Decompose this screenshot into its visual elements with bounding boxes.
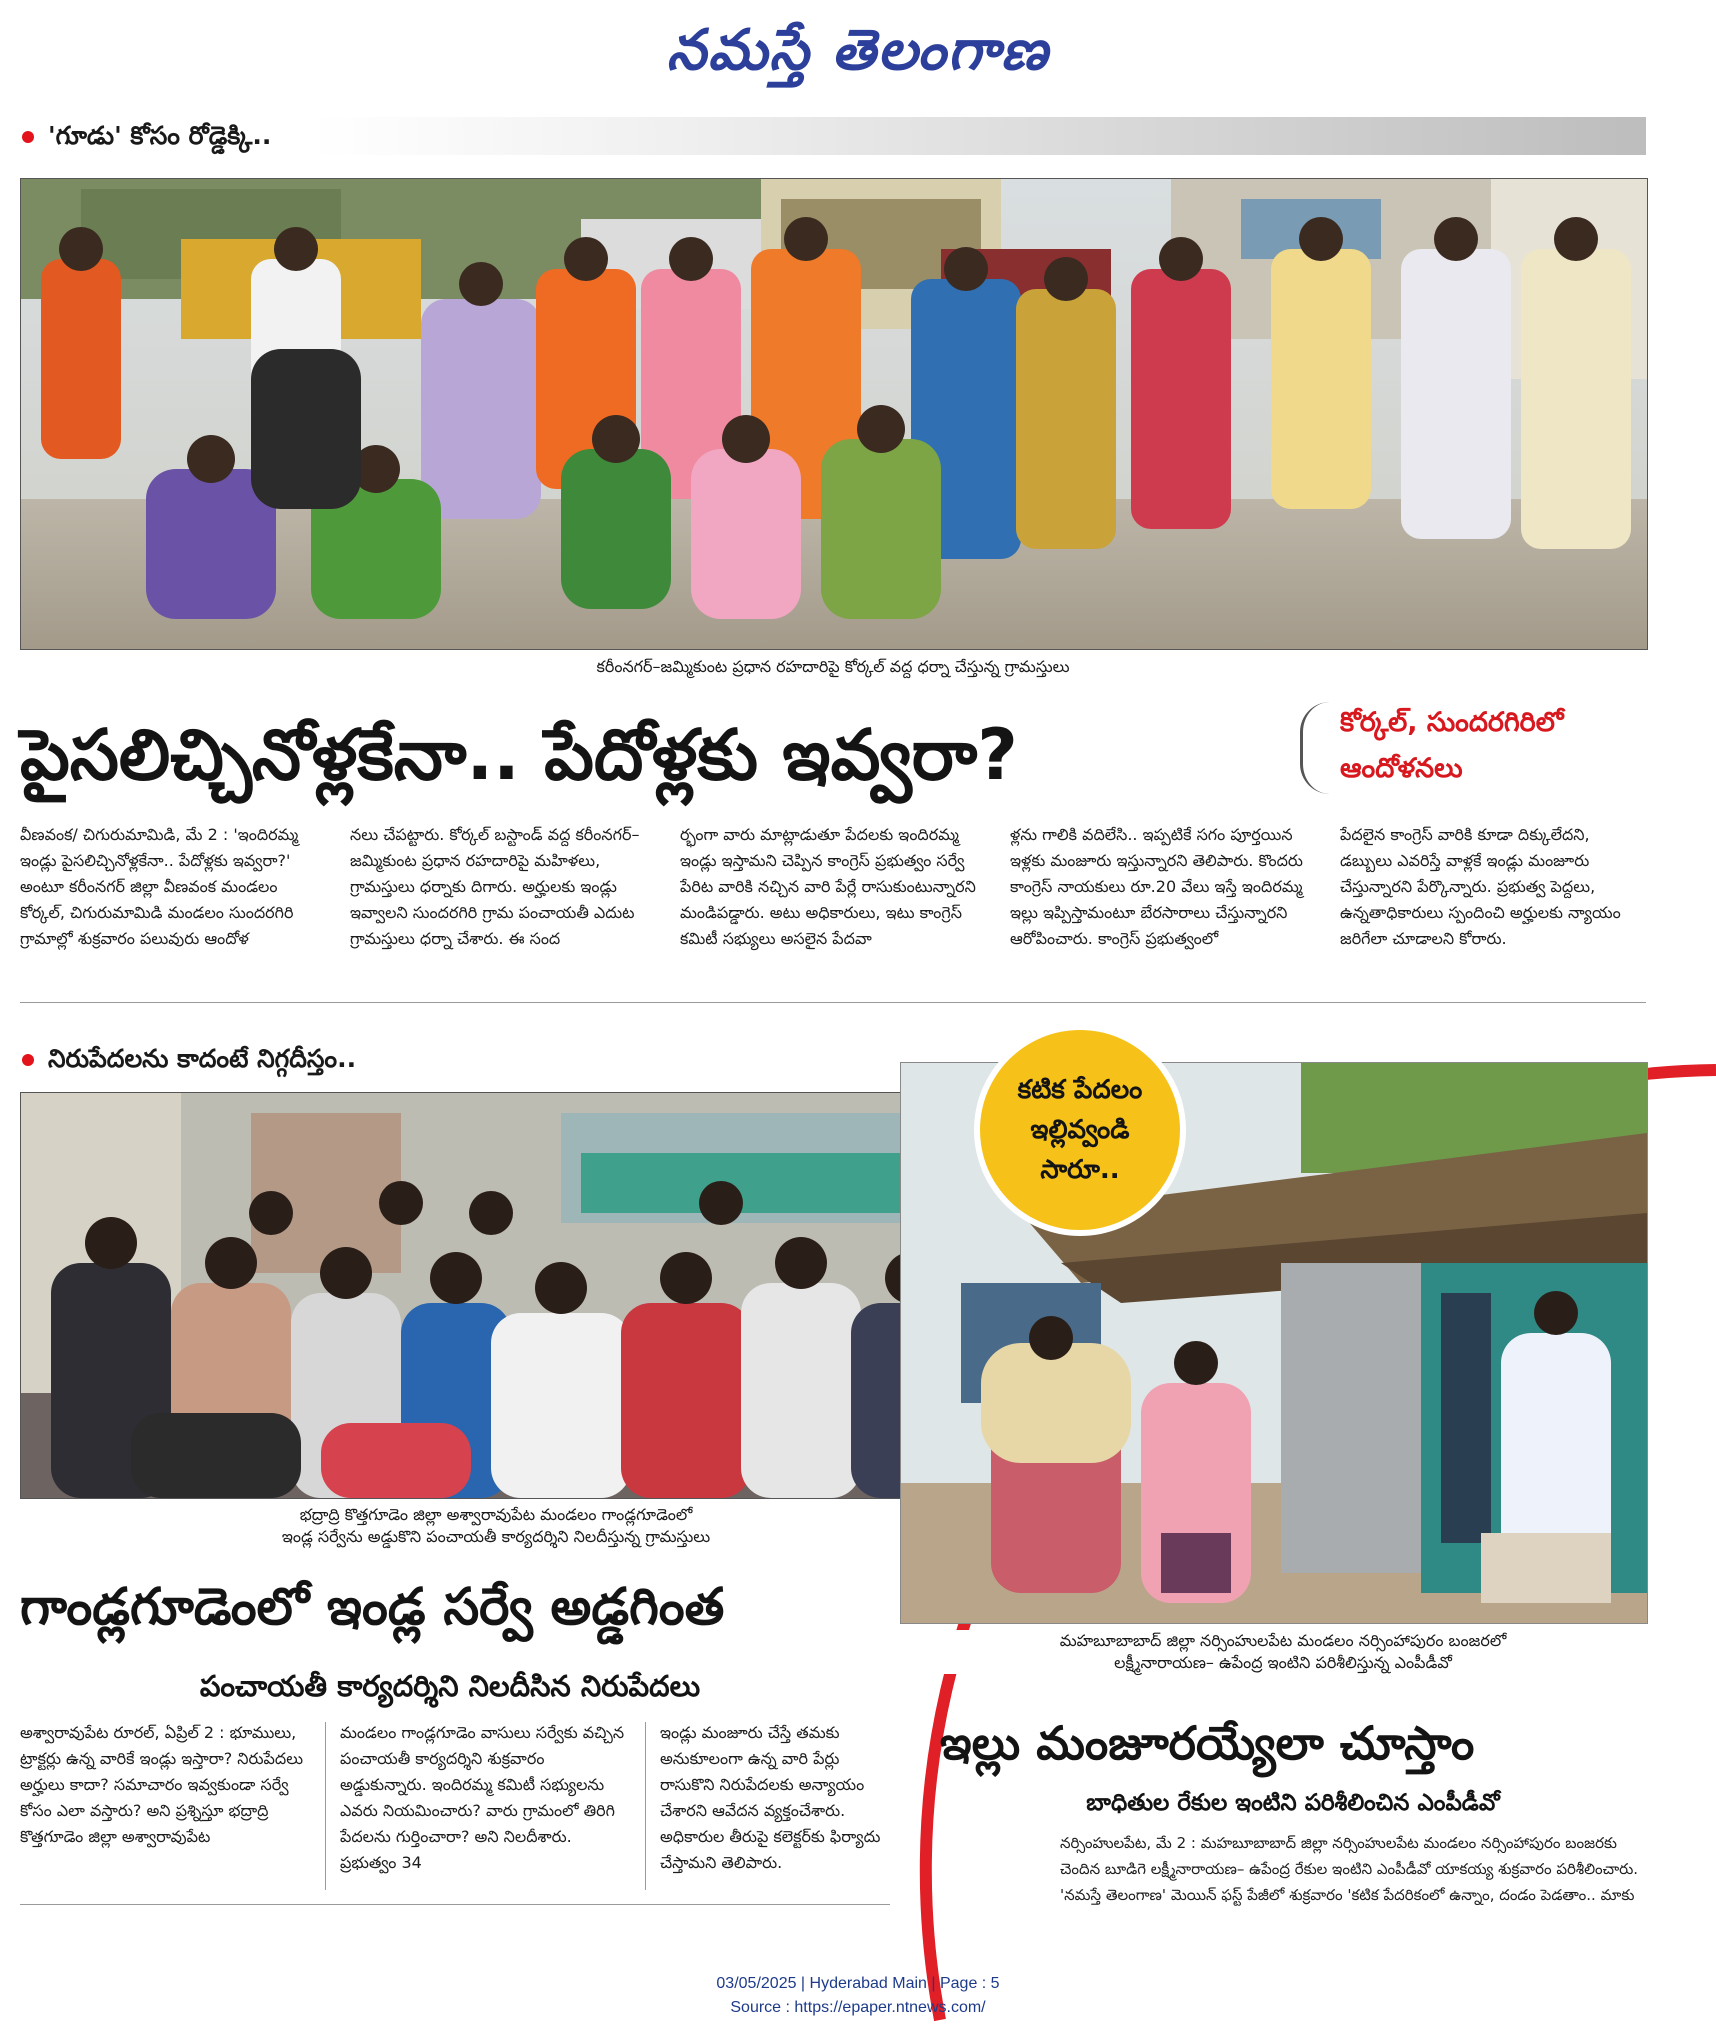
story3-caption-line1: మహబూబాబాద్‌ జిల్లా నర్సింహులపేట మండలం నర్సింహాపురం బంజరలో xyxy=(1059,1631,1507,1650)
protest-photo-image xyxy=(21,179,1647,649)
bullet-icon xyxy=(22,1054,34,1066)
footer-edition-info: 03/05/2025 | Hyderabad Main | Page : 5 xyxy=(716,1975,1000,1992)
story3-caption-line2: లక్ష్మీనారాయణ– ఉపేంద్ర ఇంటిని పరిశీలిస్తున్న ఎంపీడీవో xyxy=(1114,1653,1452,1672)
kicker-2 xyxy=(22,1040,356,1078)
story3-subhead: బాధితుల రేకుల ఇంటిని పరిశీలించిన ఎంపీడీవో xyxy=(1086,1790,1500,1816)
column-rule xyxy=(325,1722,326,1890)
kicker-1 xyxy=(22,117,271,155)
story1-col3: ర్భంగా వారు మాట్లాడుతూ పేదలకు ఇందిరమ్మ ఇండ్లు ఇస్తామని చెప్పిన కాంగ్రెస్‌ ప్రభుత్వం సర్వే పేరిట వారికి నచ్చిన వారి పేర్లే రాసుకుంటున్నారని మండిపడ్డారు. అటు అధికారులు, ఇటు కాంగ్రెస్‌ కమిటీ సభ్యులు అసలైన పేదవా xyxy=(680,825,976,948)
quote-bubble-line2: ఇల్లివ్వండి xyxy=(1030,1115,1130,1145)
bottom-rule xyxy=(20,1904,890,1905)
quote-bubble-line3: సారూ.. xyxy=(1040,1155,1120,1185)
story2-subhead: పంచాయతీ కార్యదర్శిని నిలదీసిన నిరుపేదలు xyxy=(199,1669,701,1703)
survey-photo xyxy=(20,1092,974,1499)
story3-headline: ఇల్లు మంజూరయ్యేలా చూస్తాం xyxy=(940,1716,1475,1770)
story2-caption-line2: ఇండ్ల సర్వేను అడ్డుకొని పంచాయతీ కార్యదర్శిని నిలదీస్తున్న గ్రామస్తులు xyxy=(281,1527,711,1546)
footer-source: Source : https://epaper.ntnews.com/ xyxy=(730,1999,986,2016)
quote-bubble-line1: కటిక పేదలం xyxy=(1017,1075,1143,1105)
story1-headline: పైసలిచ్చినోళ్లకేనా.. పేదోళ్లకు ఇవ్వరా? xyxy=(20,714,1018,796)
quote-bubble xyxy=(980,1030,1180,1230)
story1-col2: నలు చేపట్టారు. కోర్కల్‌ బస్టాండ్‌ వద్ద కరీంనగర్‌–జమ్మికుంట ప్రధాన రహదారిపై మహిళలు, గ్రామస్తులు ధర్నాకు దిగారు. అర్హులకు ఇండ్లు ఇవ్వాలని సుందరగిరి గ్రామ పంచాయతీ ఎదుట గ్రామస్తులు ధర్నా చేశారు. ఈ సంద xyxy=(350,825,640,948)
story1-col5: పేదలైన కాంగ్రెస్‌ వారికి కూడా దిక్కులేదని, డబ్బులు ఎవరిస్తే వాళ్లకే ఇండ్లు మంజూరు చేస్తున్నారని పేర్కొన్నారు. ప్రభుత్వ పెద్దలు, ఉన్నతాధికారులు స్పందించి అర్హులకు న్యాయం జరిగేలా చూడాలని కోరారు. xyxy=(1340,825,1621,948)
section-divider xyxy=(20,1002,1646,1003)
story2-col3: ఇండ్లు మంజూరు చేస్తే తమకు అనుకూలంగా ఉన్న వారి పేర్లు రాసుకొని నిరుపేదలకు అన్యాయం చేశారని ఆవేదన వ్యక్తంచేశారు. అధికారుల తీరుపై కలెక్టర్‌కు ఫిర్యాదు చేస్తామని తెలిపారు. xyxy=(660,1723,881,1872)
story2-headline: గాండ్లగూడెంలో ఇండ్ల సర్వే అడ్డగింత xyxy=(20,1578,725,1637)
masthead: నమస్తే తెలంగాణ xyxy=(666,17,1050,83)
survey-photo-image xyxy=(21,1093,973,1498)
story1-col1: వీణవంక/ చిగురుమామిడి, మే 2 : 'ఇందిరమ్మ ఇండ్లు పైసలిచ్చినోళ్లకేనా.. పేదోళ్లకు ఇవ్వరా?' అంటూ కరీంనగర్‌ జిల్లా వీణవంక మండలం కోర్కల్‌, చిగురుమామిడి మండలం సుందరగిరి గ్రామాల్లో శుక్రవారం పలువురు ఆందోళ xyxy=(20,825,299,948)
kicker-1-text: 'గూడు' కోసం రోడ్డెక్కి.. xyxy=(48,121,272,150)
page-footer xyxy=(0,1972,1716,2020)
side-deck-line2: ఆందోళనలు xyxy=(1340,753,1463,784)
story2-caption xyxy=(20,1504,972,1548)
story2-caption-line1: భద్రాద్రి కొత్తగూడెం జిల్లా అశ్వారావుపేట మండలం గాండ్లగూడెంలో xyxy=(299,1505,693,1524)
side-deck-line1: కోర్కల్‌, సుందరగిరిలో xyxy=(1340,707,1564,738)
side-brace xyxy=(1300,702,1333,794)
story1-side-deck xyxy=(1340,700,1563,792)
bullet-icon xyxy=(22,131,34,143)
protest-photo xyxy=(20,178,1648,650)
story1-caption: కరీంనగర్‌–జమ్మికుంట ప్రధాన రహదారిపై కోర్కల్‌ వద్ద ధర్నా చేస్తున్న గ్రామస్తులు xyxy=(596,657,1070,676)
story2-col2: మండలం గాండ్లగూడెం వాసులు సర్వేకు వచ్చిన పంచాయతీ కార్యదర్శిని శుక్రవారం అడ్డుకున్నారు. ఇందిరమ్మ కమిటీ సభ్యులను ఎవరు నియమించారు? వారు గ్రామంలో తిరిగి పేదలను గుర్తించారా? అని నిలదీశారు. ప్రభుత్వం 34 xyxy=(340,1723,625,1872)
column-rule xyxy=(645,1722,646,1890)
story3-caption xyxy=(920,1630,1646,1674)
story3-body: నర్సింహులపేట, మే 2 : మహబూబాబాద్‌ జిల్లా నర్సింహులపేట మండలం నర్సింహాపురం బంజరకు చెందిన బూడిగె లక్ష్మీనారాయణ– ఉపేంద్ర రేకుల ఇంటిని ఎంపీడీవో యాకయ్య శుక్రవారం పరిశీలించారు. 'నమస్తే తెలంగాణ' మెయిన్‌ ఫస్ట్‌ పేజీలో శుక్రవారం 'కటిక పేదరికంలో ఉన్నాం, దండం పెడతాం.. మాకు xyxy=(1060,1834,1639,1904)
story2-col1: అశ్వారావుపేట రూరల్‌, ఏప్రిల్‌ 2 : భూములు, ట్రాక్టర్లు ఉన్న వారికే ఇండ్లు ఇస్తారా? నిరుపేదలు అర్హులు కాదా? సమాచారం ఇవ్వకుండా సర్వే కోసం ఎలా వస్తారు? అని ప్రశ్నిస్తూ భద్రాద్రి కొత్తగూడెం జిల్లా అశ్వారావుపేట xyxy=(20,1723,304,1846)
kicker-2-text: నిరుపేదలను కాదంటే నిగ్గదీస్తం.. xyxy=(48,1044,357,1073)
story1-col4: ళ్లను గాలికి వదిలేసి.. ఇప్పటికే సగం పూర్తయిన ఇళ్లకు మంజూరు ఇస్తున్నారని తెలిపారు. కొందరు కాంగ్రెస్‌ నాయకులు రూ.20 వేలు ఇస్తే ఇందిరమ్మ ఇల్లు ఇప్పిస్తామంటూ బేరసారాలు చేస్తున్నారని ఆరోపించారు. కాంగ్రెస్‌ ప్రభుత్వంలో xyxy=(1010,825,1303,948)
